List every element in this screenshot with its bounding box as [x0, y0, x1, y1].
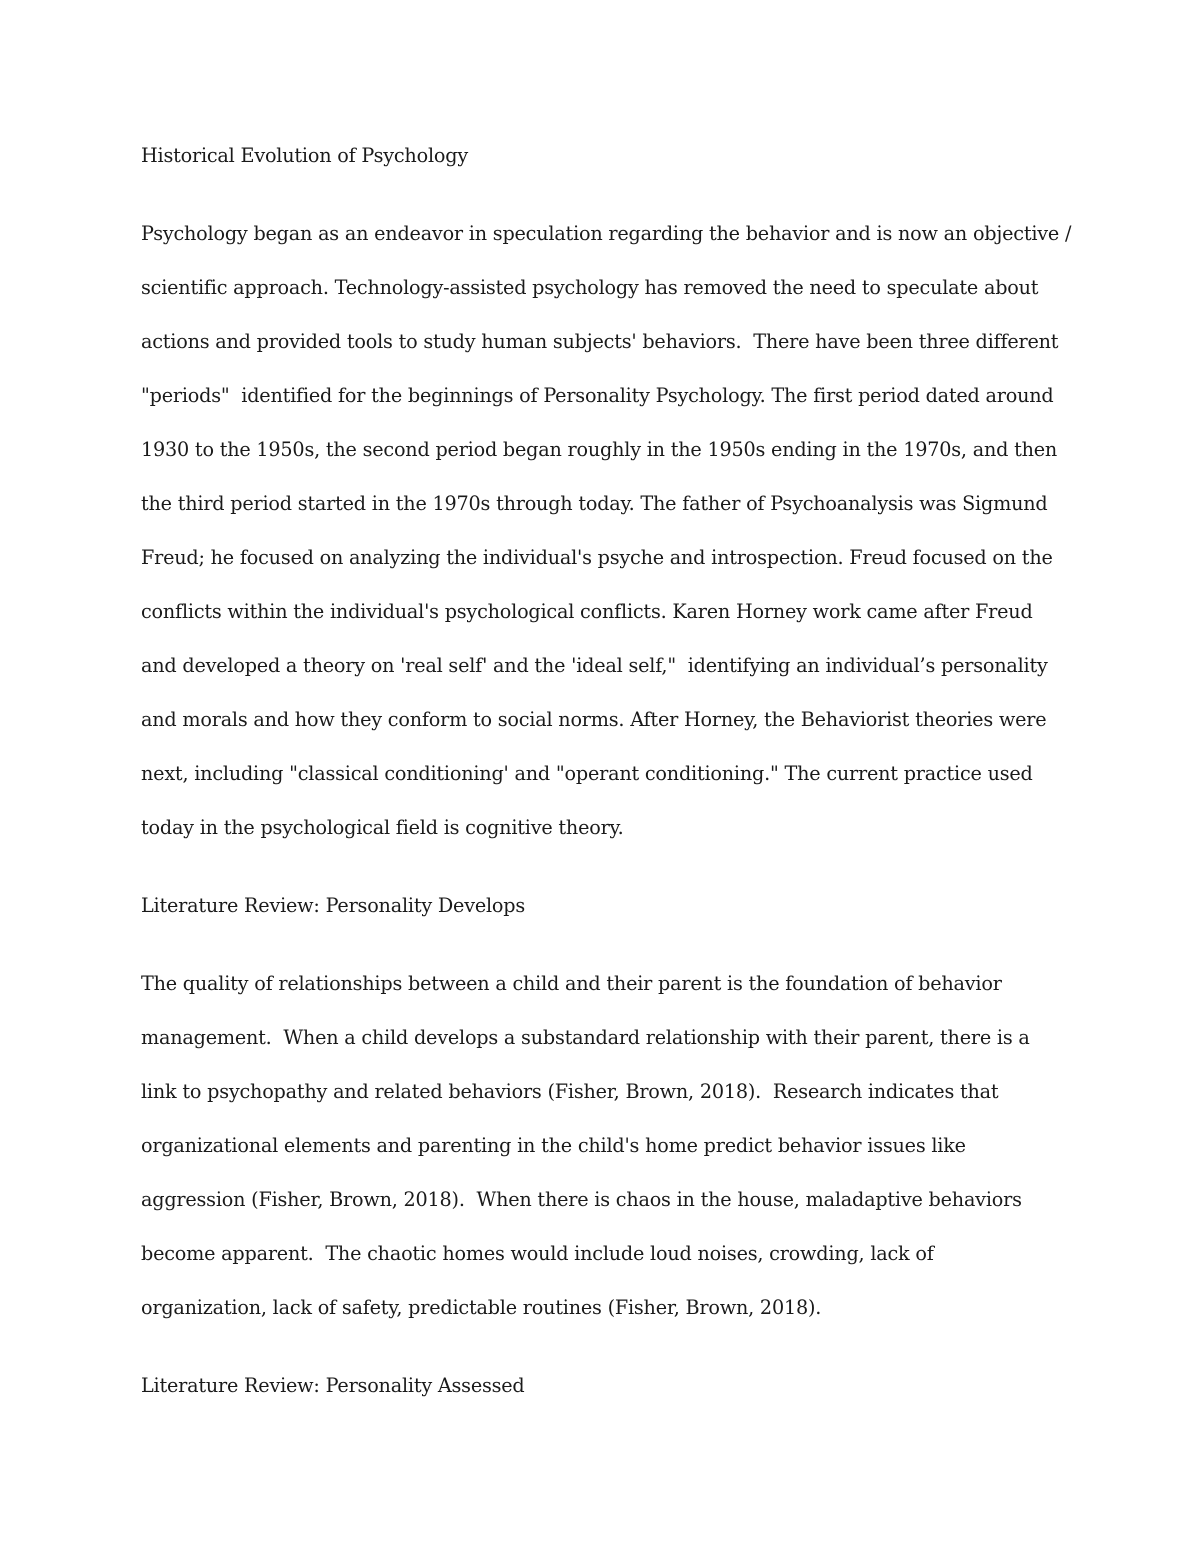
paragraph-line: organization, lack of safety, predictable routines (Fisher, Brown, 2018). [141, 1296, 822, 1319]
paragraph-line: The quality of relationships between a child and their parent is the foundation of behavior [141, 972, 1002, 995]
paragraph-line: and morals and how they conform to social norms. After Horney, the Behaviorist theories were [141, 708, 1047, 731]
section-heading-personality-develops: Literature Review: Personality Develops [141, 894, 526, 917]
paragraph-line: 1930 to the 1950s, the second period began roughly in the 1950s ending in the 1970s, and then [141, 438, 1058, 461]
section-heading-personality-assessed: Literature Review: Personality Assessed [141, 1374, 525, 1397]
paragraph-line: Freud; he focused on analyzing the individual's psyche and introspection. Freud focused on the [141, 546, 1053, 569]
paragraph-line: actions and provided tools to study human subjects' behaviors. There have been three different [141, 330, 1059, 353]
section-heading-historical-evolution: Historical Evolution of Psychology [141, 144, 468, 167]
paragraph-line: Psychology began as an endeavor in speculation regarding the behavior and is now an objective / [141, 222, 1072, 245]
paragraph-line: become apparent. The chaotic homes would include loud noises, crowding, lack of [141, 1242, 934, 1265]
paragraph-line: today in the psychological field is cognitive theory. [141, 816, 624, 839]
paragraph-line: "periods" identified for the beginnings of Personality Psychology. The first period dated around [141, 384, 1054, 407]
paragraph-line: scientific approach. Technology-assisted psychology has removed the need to speculate about [141, 276, 1039, 299]
paragraph-line: organizational elements and parenting in the child's home predict behavior issues like [141, 1134, 966, 1157]
paragraph-line: management. When a child develops a substandard relationship with their parent, there is a [141, 1026, 1030, 1049]
paragraph-line: the third period started in the 1970s through today. The father of Psychoanalysis was Sigmund [141, 492, 1048, 515]
paragraph-line: conflicts within the individual's psychological conflicts. Karen Horney work came after Freud [141, 600, 1033, 623]
paragraph-line: link to psychopathy and related behaviors (Fisher, Brown, 2018). Research indicates that [141, 1080, 999, 1103]
paragraph-line: and developed a theory on 'real self' and the 'ideal self," identifying an individual’s personality [141, 654, 1048, 677]
paragraph-line: next, including "classical conditioning' and "operant conditioning." The current practice used [141, 762, 1033, 785]
paragraph-line: aggression (Fisher, Brown, 2018). When there is chaos in the house, maladaptive behaviors [141, 1188, 1022, 1211]
